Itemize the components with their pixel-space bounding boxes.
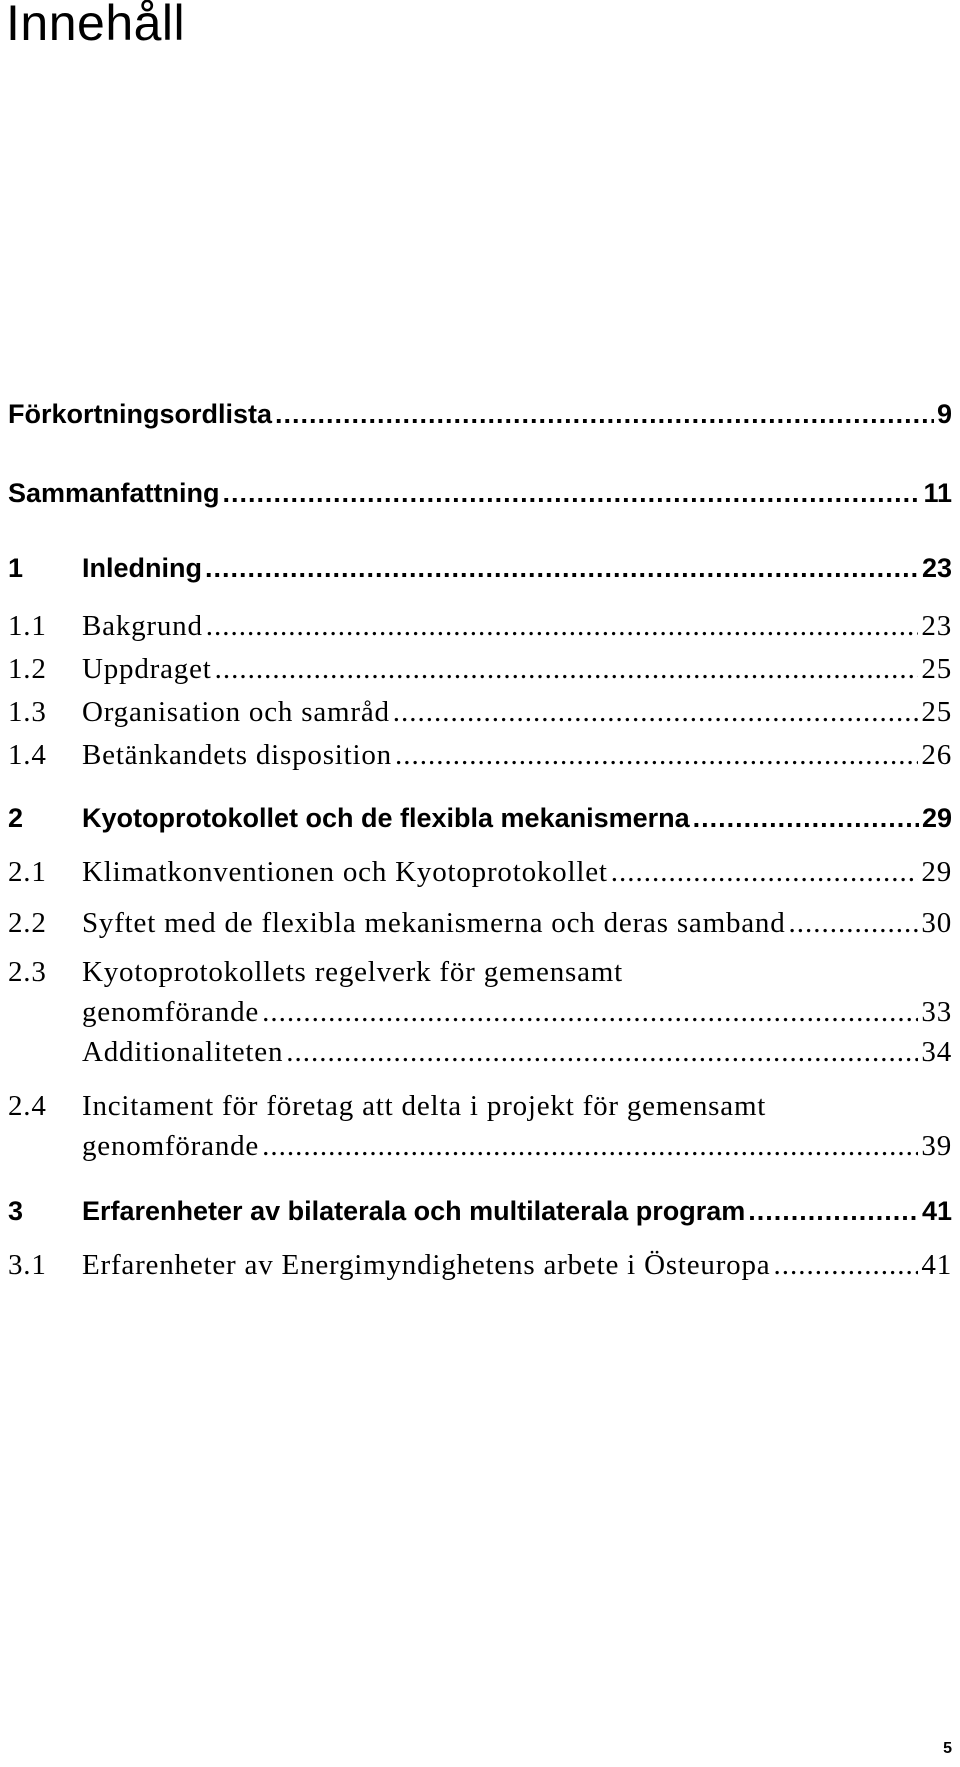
toc-page-number: 29 [921,803,952,833]
toc-entry-title: Klimatkonventionen och Kyotoprotokollet [82,856,608,888]
toc-entry-2-3[interactable] [0,952,960,992]
toc-entry-title: Syftet med de flexibla mekanismerna och deras samband [82,907,786,939]
toc-section-number: 1.1 [8,610,47,642]
toc-entry-title: Incitament för företag att delta i projekt för gemensamt [82,1090,767,1122]
toc-section-number: 1 [8,553,24,583]
toc-leader-dots [286,1032,918,1072]
toc-entry-title-continued: genomförande [82,1130,260,1162]
toc-leader-dots [393,692,919,732]
toc-leader-dots [275,394,934,434]
toc-entry-1-4[interactable] [0,735,960,775]
toc-entry-2-4-continuation[interactable] [0,1126,960,1166]
toc-leader-dots [789,903,919,943]
toc-leader-dots [262,992,918,1032]
toc-entry-title: Förkortningsordlista [8,399,273,429]
toc-entry-2[interactable] [0,798,960,838]
toc-section-number: 2.2 [8,907,47,939]
toc-entry-title: Erfarenheter av Energimyndighetens arbete i Östeuropa [82,1249,771,1281]
toc-entry-2-3-continuation[interactable] [0,992,960,1032]
toc-leader-dots [693,798,919,838]
toc-entry-sammanfattning[interactable] [0,473,960,513]
toc-entry-1[interactable] [0,548,960,588]
toc-section-number: 2.4 [8,1090,47,1122]
toc-section-number: 3 [8,1196,24,1226]
toc-entry-3[interactable] [0,1191,960,1231]
toc-entry-3-1[interactable] [0,1245,960,1285]
toc-entry-2-2[interactable] [0,903,960,943]
toc-page-number: 30 [921,907,952,939]
toc-entry-title-continued: genomförande [82,996,260,1028]
toc-leader-dots [611,852,919,892]
toc-page-number: 34 [921,1036,952,1068]
toc-page-number: 23 [921,610,952,642]
toc-page-number: 29 [921,856,952,888]
toc-leader-dots [773,1245,918,1285]
toc-entry-title: Uppdraget [82,653,212,685]
toc-entry-forkortningsordlista[interactable] [0,394,960,434]
toc-leader-dots [206,606,919,646]
toc-leader-dots [215,649,919,689]
toc-leader-dots [748,1191,919,1231]
toc-page-number: 26 [921,739,952,771]
toc-leader-dots [395,735,918,775]
page-title: Innehåll [6,0,186,51]
toc-page-number: 11 [923,478,952,508]
toc-entry-title: Betänkandets disposition [82,739,392,771]
toc-entry-title: Bakgrund [82,610,203,642]
toc-page-number: 25 [921,696,952,728]
toc-page-number: 23 [921,553,952,583]
toc-section-number: 1.2 [8,653,47,685]
toc-page-number: 25 [921,653,952,685]
toc-entry-1-3[interactable] [0,692,960,732]
toc-section-number: 2.1 [8,856,47,888]
toc-entry-1-1[interactable] [0,606,960,646]
page-number: 5 [943,1740,952,1757]
toc-entry-1-2[interactable] [0,649,960,689]
toc-entry-title: Erfarenheter av bilaterala och multilaterala program [82,1196,746,1226]
toc-section-number: 2 [8,803,24,833]
toc-entry-title: Sammanfattning [8,478,220,508]
toc-entry-title: Kyotoprotokollets regelverk för gemensamt [82,956,623,988]
toc-page-number: 33 [921,996,952,1028]
toc-entry-title: Kyotoprotokollet och de flexibla mekanismerna [82,803,690,833]
toc-entry-title: Inledning [82,553,202,583]
toc-page-number: 39 [921,1130,952,1162]
toc-leader-dots [205,548,919,588]
toc-page-number: 41 [921,1196,952,1226]
toc-page-number: 41 [921,1249,952,1281]
toc-entry-2-1[interactable] [0,852,960,892]
toc-section-number: 3.1 [8,1249,47,1281]
toc-leader-dots [262,1126,918,1166]
toc-page-number: 9 [936,399,952,429]
toc-entry-additionaliteten[interactable] [0,1032,960,1072]
toc-entry-title: Organisation och samråd [82,696,390,728]
toc-section-number: 1.4 [8,739,47,771]
toc-entry-2-4[interactable] [0,1086,960,1126]
toc-section-number: 2.3 [8,956,47,988]
toc-section-number: 1.3 [8,696,47,728]
toc-leader-dots [223,473,921,513]
toc-entry-title: Additionaliteten [82,1036,284,1068]
